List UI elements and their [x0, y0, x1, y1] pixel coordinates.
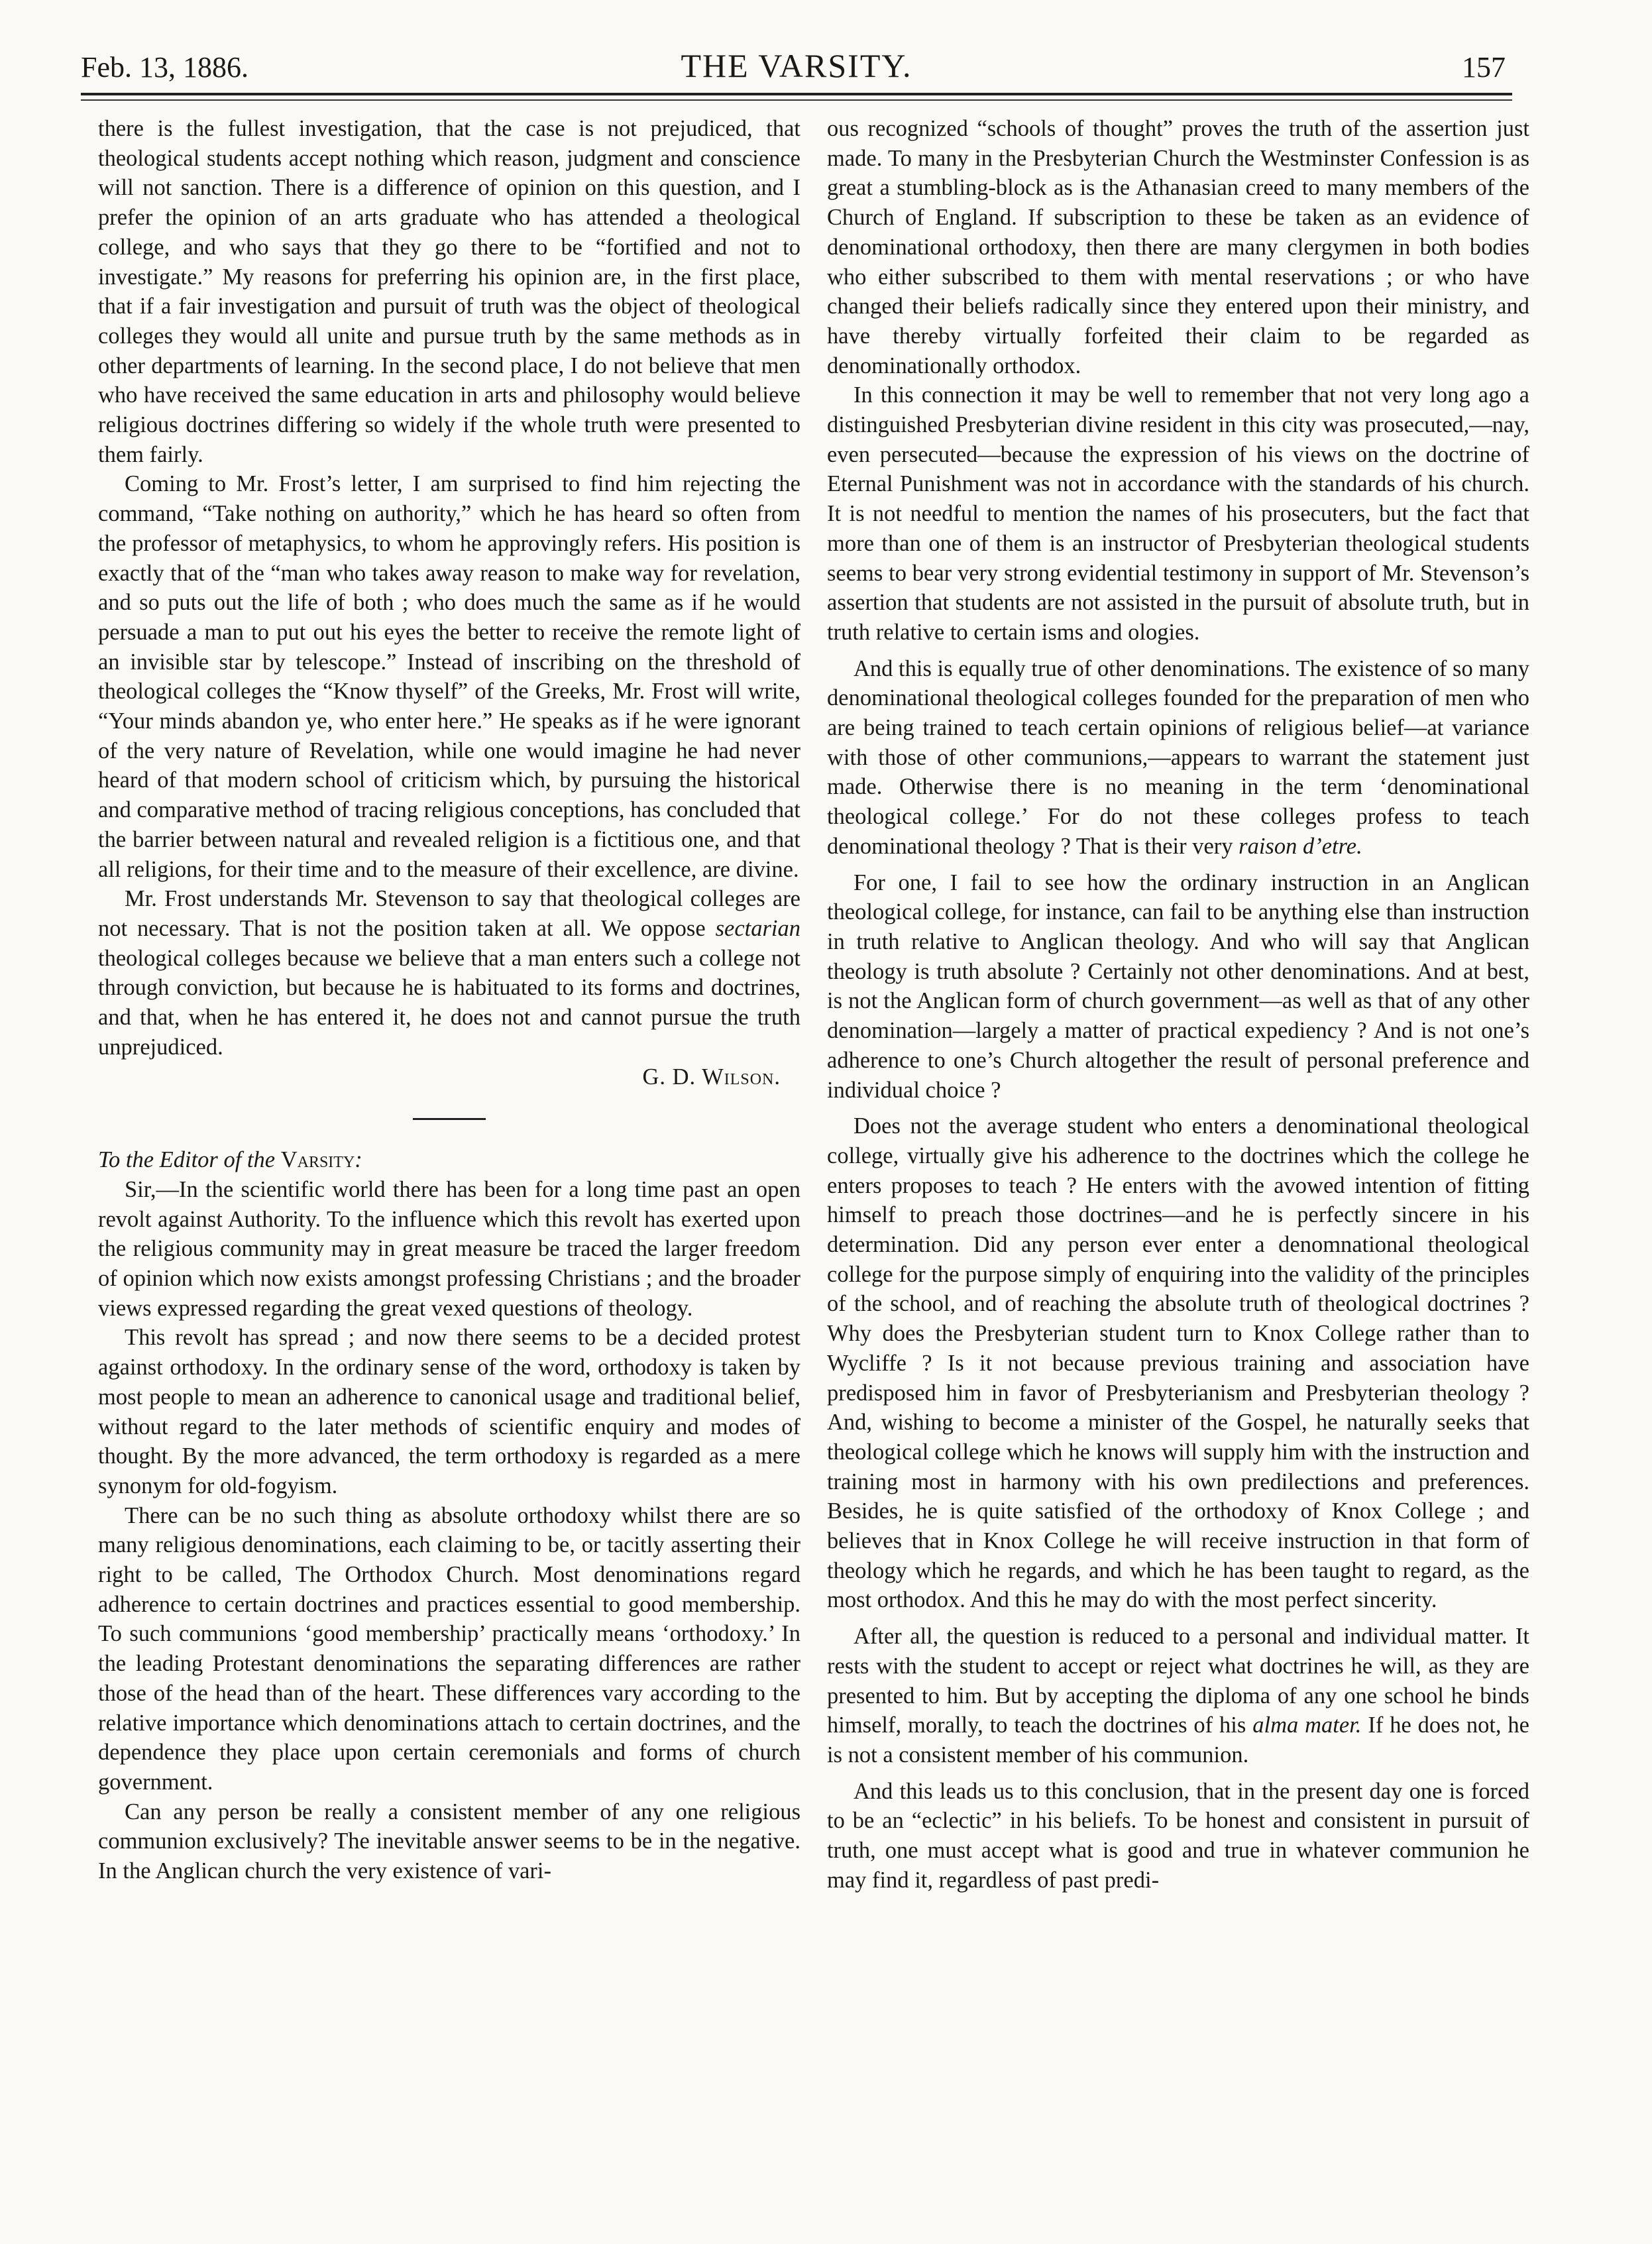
emphasis-raison-detre: raison d’etre.	[1239, 833, 1362, 859]
section-divider	[413, 1118, 486, 1120]
letter-continuation-paragraph: there is the fullest investigation, that the case is not prejudiced, that theological students accept nothing which reason, judgment and conscience will not sanction. There is a difference of opinion on this question, and I prefer the opinion of an arts graduate who has attended a theological college, and who says that they go there to be “fortified and not to investigate.” My reasons for preferring his opinion are, in the first place, that if a fair investigation and pursuit of truth was the object of theological colleges they would all unite and pursue truth by the same methods as in other departments of learning. In the second place, I do not believe that men who have received the same education in arts and philosophy would believe religious doctrines differing so widely if the whole truth were presented to them fairly.	[98, 116, 800, 467]
sectarian-colleges-paragraph: Mr. Frost understands Mr. Stevenson to say that theological colleges are not necessary. That is not the position taken at all. We oppose sectarian theological colleges because we believe that a man enters such a college not through conviction, but because he is habituated to its forms and doctrines, and that, when he has entered it, he does not and cannot pursue the truth unprejudiced.	[98, 886, 800, 1060]
letter-signature: G. D. Wilson.	[642, 1064, 781, 1090]
eclectic-conclusion-paragraph: And this leads us to this conclusion, that in the present day one is forced to be an “eclectic” in his beliefs. To be honest and consistent in pursuit of truth, one must accept what is good and true in whatever communion he may find it, regardless of past predi-	[827, 1778, 1529, 1893]
letter-salutation: To the Editor of the Varsity:	[98, 1147, 362, 1173]
publication-title: THE VARSITY.	[681, 47, 912, 84]
issue-date: Feb. 13, 1886.	[81, 51, 248, 84]
schools-of-thought-paragraph: ous recognized “schools of thought” proves the truth of the assertion just made. To many in the Presbyterian Church the Westminster Confession is as great a stumbling-block as is the Athanasian creed to many members of the Church of England. If subscription to these be taken as an evidence of denominational orthodoxy, then there are many clergymen in both bodies who either subscribed to them with mental reservations ; or who have changed their beliefs radically since they entered upon their ministry, and have thereby virtually forfeited their claim to be regarded as denominationally orthodox.	[827, 116, 1529, 378]
emphasis-sectarian: sectarian	[715, 915, 800, 941]
revolt-against-authority-paragraph: Sir,—In the scientific world there has been for a long time past an open revolt against Authority. To the influence which this revolt has exerted upon the religious community may in great measure be traced the larger freedom of opinion which now exists amongst professing Christians ; and the broader views expressed regarding the great vexed questions of theology.	[98, 1176, 800, 1321]
right-column	[827, 114, 1529, 1895]
other-denominations-paragraph: And this is equally true of other denominations. The existence of so many denominational theological colleges founded for the preparation of men who are being trained to teach certain opinions of religious belief—at variance with those of other communions,—appears to warrant the statement just made. Otherwise there is no meaning in the term ‘denominational theological college.’ For do not these colleges profess to teach denominational theology ? That is their very raison d’etre.	[827, 655, 1529, 859]
average-student-paragraph: Does not the average student who enters a denominational theological college, virtually give his adherence to the doctrines which the college he enters proposes to teach ? He enters with the avowed intention of fitting himself to preach those doctrines—and he is perfectly sincere in his determination. Did any person ever enter a denomnational theological college for the purpose simply of enquiring into the validity of the principles of the school, and of reaching the absolute truth of theological doctrines ? Why does the Presbyterian student turn to Knox College rather than to Wycliffe ? Is it not because previous training and association have predisposed him in favor of Presbyterianism and Presbyterian theology ? And, wishing to become a minister of the Gospel, he naturally seeks that theological college which he knows will supply him with the instruction and training most in harmony with his own predilections and preferences. Besides, he is quite satisfied of the orthodoxy of Knox College ; and believes that in Knox College he will receive instruction in that form of theology which he regards, and which he has been taught to regard, as the most orthodox. And this he may do with the most perfect sincerity.	[827, 1113, 1529, 1613]
salutation-publication: Varsity	[280, 1147, 355, 1173]
personal-matter-paragraph: After all, the question is reduced to a personal and individual matter. It rests with the student to accept or reject what doctrines he will, as they are presented to him. But by accepting the diploma of any one school he binds himself, morally, to teach the doctrines of his alma mater. If he does not, he is not a consistent member of his communion.	[827, 1624, 1529, 1767]
header-rule-thin	[81, 99, 1512, 101]
anglican-instruction-paragraph: For one, I fail to see how the ordinary instruction in an Anglican theological college, for instance, can fail to be anything else than instruction in truth relative to Anglican theology. And who will say that Anglican theology is truth absolute ? Certainly not other denominations. And at best, is not the Anglican form of church government—as well as that of any other denomination—largely a matter of practical expediency ? And is not one’s adherence to one’s Church altogether the result of personal preference and individual choice ?	[827, 870, 1529, 1103]
header-rule-thick	[81, 93, 1512, 95]
prosecution-paragraph: In this connection it may be well to remember that not very long ago a distinguished Presbyterian divine resident in this city was prosecuted,—nay, even persecuted—because the expression of his views on the doctrine of Eternal Punishment was not in accordance with the standards of his church. It is not needful to mention the names of his prosecuters, but the fact that more than one of them is an instructor of Presbyterian theological students seems to bear very strong evidential testimony in support of Mr. Stevenson’s assertion that students are not assisted in the pursuit of absolute truth, but in truth relative to certain isms and ologies.	[827, 382, 1529, 645]
frost-reply-paragraph: Coming to Mr. Frost’s letter, I am surprised to find him rejecting the command, “Take nothing on authority,” which he has heard so often from the professor of metaphysics, to whom he approvingly refers. His position is exactly that of the “man who takes away reason to make way for revelation, and so puts out the life of both ; who does much the same as if he would persuade a man to put out his eyes the better to receive the remote light of an invisible star by telescope.” Instead of inscribing on the threshold of theological colleges the “Know thyself” of the Greeks, Mr. Frost will write, “Your minds abandon ye, who enter here.” He speaks as if he were ignorant of the very nature of Revelation, while one would imagine he had never heard of that modern school of criticism which, by pursuing the historical and comparative method of tracing religious conceptions, has concluded that the barrier between natural and revealed religion is a fictitious one, and that all religions, for their time and to the measure of their excellence, are divine.	[98, 471, 800, 882]
consistent-member-paragraph: Can any person be really a consistent member of any one religious communion exclusively? The inevitable answer seems to be in the negative. In the Anglican church the very existence of vari-	[98, 1799, 800, 1884]
page-number: 157	[1462, 51, 1506, 84]
no-absolute-orthodoxy-paragraph: There can be no such thing as absolute orthodoxy whilst there are so many religious denominations, each claiming to be, or tacitly asserting their right to be called, The Orthodox Church. Most denominations regard adherence to certain doctrines and practices essential to good membership. To such communions ‘good membership’ practically means ‘orthodoxy.’ In the leading Protestant denominations the separating differences are rather those of the head than of the heart. These differences vary according to the relative importance which denominations attach to certain doctrines, and the dependence they place upon certain ceremonials and forms of church government.	[98, 1502, 800, 1795]
left-column	[98, 114, 800, 1886]
protest-against-orthodoxy-paragraph: This revolt has spread ; and now there seems to be a decided protest against orthodoxy. In the ordinary sense of the word, orthodoxy is taken by most people to mean an adherence to canonical usage and traditional belief, without regard to the later methods of scientific enquiry and modes of thought. By the more advanced, the term orthodoxy is regarded as a mere synonym for old-fogyism.	[98, 1325, 800, 1498]
page-header	[81, 46, 1512, 99]
emphasis-alma-mater: alma mater.	[1252, 1712, 1362, 1738]
